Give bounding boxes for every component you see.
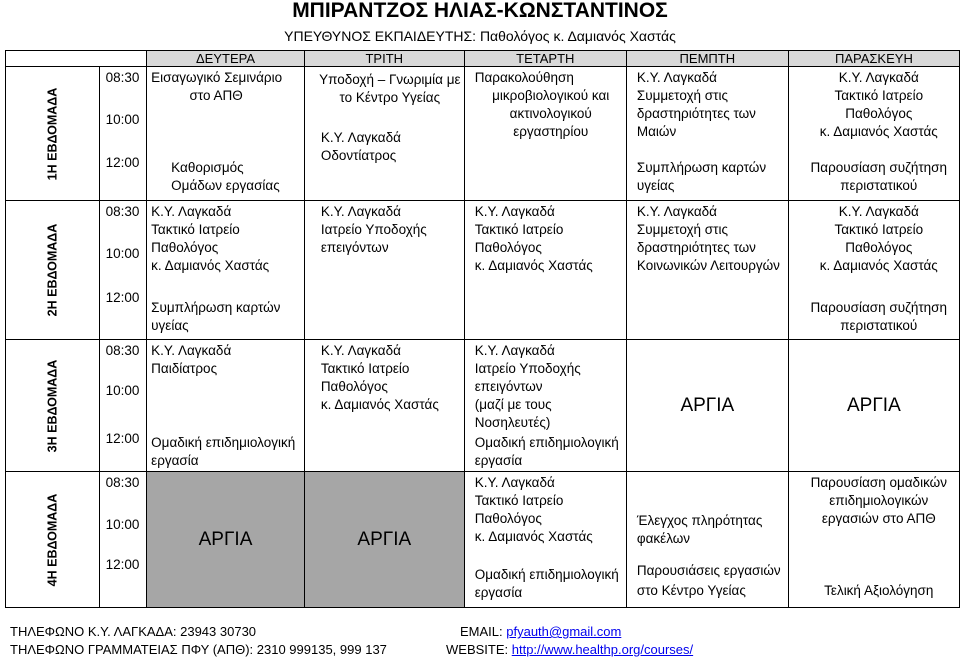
- schedule-text: το Κέντρο Υγείας: [339, 90, 441, 105]
- schedule-cell: [464, 67, 626, 201]
- schedule-text: Παρουσίαση συζήτηση: [810, 300, 948, 315]
- schedule-cell: [626, 201, 788, 340]
- time-label: 12:00: [105, 290, 140, 305]
- schedule-text: Κοινωνικών Λειτουργών: [636, 258, 780, 273]
- schedule-text: Εισαγωγικό Σεμινάριο: [151, 70, 283, 85]
- supervisor-name: Παθολόγος κ. Δαμιανός Χαστάς: [479, 28, 676, 44]
- week-row: [6, 340, 960, 472]
- schedule-cell: [147, 340, 305, 472]
- schedule-text: Κ.Υ. Λαγκαδά: [636, 204, 717, 219]
- schedule-text: εργαστηρίου: [513, 124, 589, 139]
- schedule-text: Κ.Υ. Λαγκαδά: [636, 70, 717, 85]
- schedule-text: Οδοντίατρος: [320, 148, 397, 163]
- schedule-text: Ιατρείο Υποδοχής: [320, 222, 427, 237]
- day-header-tuesday: ΤΡΙΤΗ: [304, 51, 464, 67]
- schedule-text: Κ.Υ. Λαγκαδά: [320, 130, 401, 145]
- email-link[interactable]: pfyauth@gmail.com: [506, 624, 622, 639]
- schedule-text: Συμμετοχή στις: [636, 222, 728, 237]
- schedule-text: Ομαδική επιδημιολογική: [474, 567, 619, 582]
- schedule-text: Ομαδική επιδημιολογική: [151, 435, 296, 450]
- email-label: EMAIL:: [460, 624, 503, 639]
- holiday-cell: [788, 340, 959, 472]
- schedule-cell: [304, 201, 464, 340]
- schedule-cell: [626, 67, 788, 201]
- schedule-text: Παθολόγος: [151, 240, 219, 255]
- time-label: 12:00: [105, 557, 140, 572]
- time-label: 10:00: [105, 246, 140, 261]
- schedule-text: Τελική Αξιολόγηση: [824, 583, 934, 598]
- schedule-text: Παθολόγος: [320, 379, 388, 394]
- schedule-cell: [464, 340, 626, 472]
- week-label-text: 1Η ΕΒΔΟΜΑΔΑ: [45, 87, 60, 180]
- schedule-text: Συμπλήρωση καρτών: [636, 160, 767, 175]
- time-slots: [99, 472, 147, 608]
- schedule-cell: [147, 67, 305, 201]
- schedule-text: κ. Δαμιανός Χαστάς: [474, 258, 593, 273]
- time-slots: [99, 340, 147, 472]
- schedule-text: ακτινολογικού: [509, 106, 592, 121]
- schedule-text: περιστατικού: [840, 178, 918, 193]
- time-slots: [99, 201, 147, 340]
- schedule-text: στο ΑΠΘ: [189, 88, 243, 103]
- time-slots: [99, 67, 147, 201]
- week-label-text: 2Η ΕΒΔΟΜΑΔΑ: [45, 223, 60, 317]
- holiday-label: ΑΡΓΙΑ: [198, 528, 253, 550]
- week-label-text: 3Η ΕΒΔΟΜΑΔΑ: [45, 359, 60, 452]
- schedule-text: επειγόντων: [474, 379, 543, 394]
- day-header-wednesday: ΤΕΤΑΡΤΗ: [464, 51, 626, 67]
- day-header-thursday: ΠΕΜΠΤΗ: [626, 51, 788, 67]
- week-label: [6, 67, 100, 201]
- schedule-text: δραστηριότητες των: [636, 240, 756, 255]
- schedule-text: Ομάδων εργασίας: [171, 178, 280, 193]
- holiday-label: ΑΡΓΙΑ: [847, 394, 901, 416]
- schedule-text: υγείας: [636, 178, 675, 193]
- schedule-text: υγείας: [151, 318, 189, 333]
- schedule-cell: [304, 340, 464, 472]
- schedule-text: (μαζί με τους: [474, 397, 552, 412]
- schedule-text: Κ.Υ. Λαγκαδά: [474, 343, 555, 358]
- schedule-text: Παθολόγος: [845, 240, 913, 255]
- schedule-text: Κ.Υ. Λαγκαδά: [151, 343, 232, 358]
- week-label-text: 4Η ΕΒΔΟΜΑΔΑ: [45, 493, 60, 586]
- week-row: [6, 472, 960, 608]
- schedule-cell: [304, 67, 464, 201]
- time-label: 08:30: [105, 475, 140, 490]
- time-label: 10:00: [105, 383, 140, 398]
- time-label: 08:30: [105, 343, 140, 358]
- email-info: [460, 624, 621, 640]
- website-label: WEBSITE:: [446, 642, 509, 657]
- website-info: [446, 642, 693, 658]
- week-label: [6, 201, 100, 340]
- week-row: [6, 67, 960, 201]
- schedule-text: Κ.Υ. Λαγκαδά: [320, 204, 401, 219]
- secretary-phone-info: ΤΗΛΕΦΩΝΟ ΓΡΑΜΜΑΤΕΙΑΣ ΠΦΥ (ΑΠΘ): 2310 999135, 999 137: [10, 642, 387, 657]
- schedule-text: Νοσηλευτές): [474, 415, 551, 430]
- schedule-text: Παρουσιάσεις εργασιών: [636, 563, 781, 578]
- schedule-text: Παθολόγος: [845, 106, 913, 121]
- schedule-text: Υποδοχή – Γνωριμία με: [319, 72, 461, 87]
- holiday-cell: [626, 340, 788, 472]
- corner-cell: [6, 51, 147, 67]
- schedule-text: κ. Δαμιανός Χαστάς: [819, 124, 938, 139]
- holiday-cell: [304, 472, 464, 608]
- schedule-text: Συμμετοχή στις: [636, 88, 728, 103]
- week-label: [6, 472, 100, 608]
- schedule-text: κ. Δαμιανός Χαστάς: [474, 529, 593, 544]
- time-label: 10:00: [105, 517, 140, 532]
- schedule-cell: [464, 472, 626, 608]
- schedule-text: φακέλων: [636, 531, 691, 546]
- schedule-text: Τακτικό Ιατρείο: [151, 222, 240, 237]
- schedule-text: Τακτικό Ιατρείο: [320, 361, 410, 376]
- schedule-text: κ. Δαμιανός Χαστάς: [320, 397, 439, 412]
- schedule-cell: [626, 472, 788, 608]
- time-label: 08:30: [105, 70, 140, 85]
- schedule-text: Παιδίατρος: [151, 361, 218, 376]
- schedule-cell: [147, 201, 305, 340]
- schedule-text: Ιατρείο Υποδοχής: [474, 361, 581, 376]
- schedule-text: δραστηριότητες των: [636, 106, 756, 121]
- week-row: [6, 201, 960, 340]
- schedule-text: περιστατικού: [840, 318, 918, 333]
- schedule-text: εργασιών στο ΑΠΘ: [821, 511, 936, 526]
- schedule-text: επιδημιολογικών: [829, 493, 929, 508]
- phone-info: ΤΗΛΕΦΩΝΟ Κ.Υ. ΛΑΓΚΑΔΑ: 23943 30730: [10, 624, 257, 639]
- schedule-text: επειγόντων: [320, 240, 389, 255]
- schedule-text: Τακτικό Ιατρείο: [834, 88, 924, 103]
- schedule-text: Παρουσίαση συζήτηση: [810, 160, 948, 175]
- schedule-text: Ομαδική επιδημιολογική: [474, 435, 619, 450]
- schedule-table: [5, 50, 960, 608]
- holiday-label: ΑΡΓΙΑ: [357, 528, 412, 550]
- schedule-text: Συμπλήρωση καρτών: [151, 300, 281, 315]
- schedule-text: Τακτικό Ιατρείο: [474, 493, 564, 508]
- schedule-text: Παρουσίαση ομαδικών: [810, 475, 947, 490]
- day-header-row: [6, 51, 960, 67]
- schedule-text: Έλεγχος πληρότητας: [636, 513, 763, 528]
- schedule-text: Τακτικό Ιατρείο: [834, 222, 924, 237]
- time-label: 12:00: [105, 155, 140, 170]
- schedule-text: μικροβιολογικού και: [492, 88, 610, 103]
- schedule-text: στο Κέντρο Υγείας: [636, 583, 746, 598]
- schedule-text: Μαιών: [636, 124, 677, 139]
- schedule-text: Καθορισμός: [171, 160, 244, 175]
- schedule-text: Παθολόγος: [474, 511, 542, 526]
- time-label: 12:00: [105, 431, 140, 446]
- schedule-text: Παθολόγος: [474, 240, 542, 255]
- schedule-text: Κ.Υ. Λαγκαδά: [838, 204, 919, 219]
- schedule-text: Κ.Υ. Λαγκαδά: [151, 204, 232, 219]
- schedule-text: Τακτικό Ιατρείο: [474, 222, 564, 237]
- schedule-text: εργασία: [151, 453, 199, 468]
- supervisor-label: ΥΠΕΥΘΥΝΟΣ ΕΚΠΑΙΔΕΥΤΗΣ:: [284, 28, 477, 44]
- website-link[interactable]: http://www.healthp.org/courses/: [511, 642, 694, 657]
- schedule-text: εργασία: [474, 453, 523, 468]
- schedule-text: κ. Δαμιανός Χαστάς: [151, 258, 270, 273]
- schedule-text: Κ.Υ. Λαγκαδά: [320, 343, 401, 358]
- time-label: 08:30: [105, 204, 140, 219]
- week-label: [6, 340, 100, 472]
- schedule-text: Παρακολούθηση: [474, 70, 574, 85]
- schedule-cell: [788, 472, 959, 608]
- schedule-text: εργασία: [474, 585, 523, 600]
- schedule-cell: [788, 67, 959, 201]
- schedule-text: Κ.Υ. Λαγκαδά: [474, 475, 555, 490]
- day-header-monday: ΔΕΥΤΕΡΑ: [147, 51, 305, 67]
- schedule-cell: [464, 201, 626, 340]
- schedule-cell: [788, 201, 959, 340]
- day-header-friday: ΠΑΡΑΣΚΕΥΗ: [788, 51, 959, 67]
- time-label: 10:00: [105, 112, 140, 127]
- schedule-text: Κ.Υ. Λαγκαδά: [474, 204, 555, 219]
- schedule-text: Κ.Υ. Λαγκαδά: [838, 70, 919, 85]
- supervisor-line: [0, 28, 960, 44]
- holiday-cell: [147, 472, 305, 608]
- page-title: ΜΠΙΡΑΝΤΖΟΣ ΗΛΙΑΣ-ΚΩΝΣΤΑΝΤΙΝΟΣ: [292, 0, 668, 22]
- holiday-label: ΑΡΓΙΑ: [680, 394, 735, 416]
- schedule-text: κ. Δαμιανός Χαστάς: [819, 258, 938, 273]
